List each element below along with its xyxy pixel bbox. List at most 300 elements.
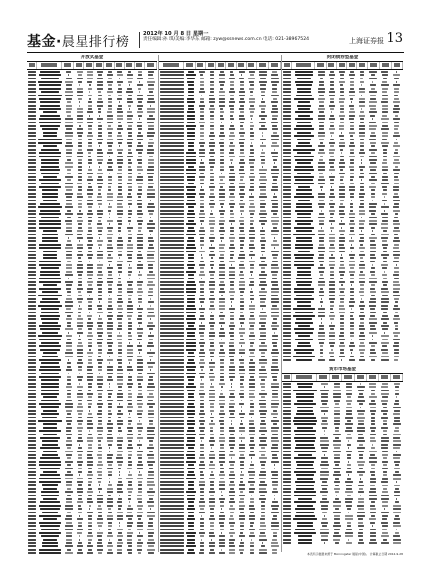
- table-cell: [118, 152, 122, 154]
- table-cell: [65, 529, 72, 531]
- table-cell: [79, 444, 80, 446]
- table-cell: [382, 200, 387, 202]
- table-cell: [321, 227, 322, 229]
- table-cell: [160, 535, 184, 537]
- table-cell: [138, 312, 142, 314]
- table-cell: [261, 464, 265, 466]
- table-cell: [283, 223, 291, 225]
- table-cell: [283, 322, 291, 324]
- table-cell: [39, 84, 61, 86]
- table-cell: [40, 125, 59, 127]
- table-cell: [371, 430, 375, 432]
- table-cell: [331, 254, 334, 256]
- table-cell: [396, 451, 397, 453]
- table-cell: [78, 189, 82, 191]
- table-cell: [97, 508, 102, 510]
- table-cell: [98, 291, 101, 293]
- table-cell: [283, 308, 291, 310]
- table-cell: [229, 539, 234, 541]
- table-cell: [128, 545, 132, 547]
- table-cell: [98, 217, 102, 219]
- table-cell: [199, 413, 206, 415]
- table-cell: [220, 125, 225, 127]
- table-cell: [108, 532, 113, 534]
- table-cell: [329, 339, 335, 341]
- table-cell: [334, 461, 340, 463]
- table-cell: [188, 210, 194, 212]
- table-cell: [394, 417, 400, 419]
- table-cell: [294, 128, 314, 130]
- table-cell: [199, 217, 205, 219]
- table-cell: [393, 223, 400, 225]
- table-cell: [66, 200, 72, 202]
- table-cell: [230, 193, 234, 195]
- table-cell: [127, 522, 133, 524]
- table-cell: [187, 390, 196, 392]
- table-cell: [88, 186, 92, 188]
- table-cell: [350, 322, 354, 324]
- table-cell: [118, 312, 122, 314]
- table-cell: [240, 464, 244, 466]
- table-cell: [78, 145, 82, 147]
- table-cell: [118, 362, 123, 364]
- table-cell: [97, 71, 103, 73]
- table-cell: [271, 315, 279, 317]
- table-cell: [335, 508, 339, 510]
- column-heading: [379, 374, 391, 381]
- table-cell: [261, 325, 265, 327]
- table-cell: [271, 271, 278, 273]
- table-cell: [147, 193, 155, 195]
- table-cell: [359, 166, 365, 168]
- table-cell: [239, 535, 244, 537]
- table-cell: [321, 210, 322, 212]
- table-cell: [382, 328, 388, 330]
- table-cell: [66, 440, 72, 442]
- table-cell: [87, 122, 93, 124]
- table-cell: [200, 240, 204, 242]
- table-cell: [128, 403, 132, 405]
- table-cell: [329, 91, 334, 93]
- column-heading-text: [96, 63, 102, 67]
- table-cell: [346, 413, 351, 415]
- table-cell: [339, 210, 344, 212]
- table-cell: [28, 525, 36, 527]
- table-cell: [67, 159, 72, 161]
- table-cell: [297, 505, 314, 507]
- table-cell: [137, 345, 142, 347]
- table-cell: [219, 291, 225, 293]
- table-cell: [209, 366, 214, 368]
- table-cell: [118, 176, 122, 178]
- table-cell: [78, 301, 82, 303]
- table-cell: [393, 332, 400, 334]
- table-cell: [209, 101, 215, 103]
- table-cell: [160, 366, 184, 368]
- table-cell: [240, 376, 243, 378]
- table-cell: [383, 156, 387, 158]
- table-cell: [283, 111, 291, 113]
- table-cell: [230, 71, 233, 73]
- table-cell: [117, 400, 123, 402]
- table-cell: [89, 349, 92, 351]
- table-cell: [78, 328, 82, 330]
- table-cell: [346, 485, 352, 487]
- table-cell: [39, 213, 61, 215]
- table-cell: [249, 305, 255, 307]
- table-cell: [67, 488, 71, 490]
- table-cell: [369, 105, 376, 107]
- table-cell: [160, 135, 184, 137]
- table-cell: [383, 420, 388, 422]
- table-cell: [320, 444, 329, 446]
- table-cell: [147, 135, 154, 137]
- table-cell: [360, 407, 361, 409]
- table-cell: [341, 359, 342, 361]
- table-cell: [261, 454, 265, 456]
- table-cell: [28, 111, 36, 113]
- table-cell: [97, 223, 102, 225]
- table-cell: [128, 423, 131, 425]
- table-cell: [261, 447, 265, 449]
- table-cell: [199, 512, 204, 514]
- table-cell: [321, 322, 322, 324]
- table-cell: [340, 200, 344, 202]
- table-cell: [231, 223, 232, 225]
- table-cell: [262, 227, 263, 229]
- table-cell: [78, 505, 81, 507]
- table-cell: [67, 322, 72, 324]
- table-cell: [293, 518, 317, 520]
- table-cell: [383, 251, 387, 253]
- table-cell: [250, 552, 254, 554]
- table-cell: [128, 240, 131, 242]
- table-cell: [160, 522, 184, 524]
- table-cell: [39, 108, 62, 110]
- table-cell: [65, 356, 73, 358]
- table-cell: [348, 474, 349, 476]
- table-cell: [220, 139, 224, 141]
- table-cell: [319, 173, 323, 175]
- table-cell: [296, 230, 311, 232]
- table-cell: [148, 176, 153, 178]
- table-cell: [108, 254, 111, 256]
- table-cell: [28, 278, 36, 280]
- table-cell: [118, 193, 122, 195]
- table-cell: [210, 169, 213, 171]
- table-cell: [249, 529, 255, 531]
- table-cell: [359, 247, 365, 249]
- table-cell: [229, 135, 235, 137]
- table-cell: [240, 295, 243, 297]
- table-cell: [261, 267, 265, 269]
- table-cell: [128, 213, 132, 215]
- table-cell: [117, 149, 123, 151]
- table-cell: [359, 305, 365, 307]
- table-cell: [295, 118, 313, 120]
- table-cell: [394, 359, 398, 361]
- table-cell: [78, 173, 82, 175]
- table-cell: [359, 349, 366, 351]
- table-cell: [383, 407, 387, 409]
- table-cell: [249, 518, 256, 520]
- table-cell: [187, 362, 196, 364]
- table-cell: [188, 206, 194, 208]
- table-cell: [43, 200, 57, 202]
- table-cell: [361, 298, 362, 300]
- table-cell: [259, 349, 267, 351]
- table-cell: [261, 501, 265, 503]
- table-cell: [262, 142, 263, 144]
- table-cell: [259, 484, 267, 486]
- table-cell: [149, 423, 153, 425]
- table-cell: [350, 332, 354, 334]
- table-cell: [396, 139, 397, 141]
- table-cell: [259, 430, 267, 432]
- table-cell: [350, 278, 354, 280]
- table-cell: [210, 484, 214, 486]
- table-cell: [98, 135, 101, 137]
- table-cell: [40, 71, 60, 73]
- table-cell: [66, 142, 72, 144]
- table-cell: [240, 128, 245, 130]
- table-cell: [28, 240, 36, 242]
- table-cell: [261, 434, 265, 436]
- table-cell: [229, 261, 235, 263]
- table-cell: [319, 105, 324, 107]
- table-cell: [349, 115, 355, 117]
- table-cell: [199, 308, 204, 310]
- table-cell: [296, 359, 311, 361]
- table-cell: [209, 339, 214, 341]
- table-cell: [360, 71, 365, 73]
- table-cell: [298, 325, 311, 327]
- table-cell: [79, 210, 82, 212]
- table-cell: [138, 173, 141, 175]
- table-cell: [28, 505, 36, 507]
- table-cell: [219, 539, 224, 541]
- table-cell: [199, 318, 205, 320]
- table-cell: [187, 552, 195, 554]
- table-cell: [350, 179, 353, 181]
- table-cell: [138, 484, 142, 486]
- table-cell: [97, 495, 103, 497]
- table-cell: [28, 128, 36, 130]
- table-cell: [230, 115, 233, 117]
- table-cell: [230, 169, 234, 171]
- table-cell: [188, 396, 194, 398]
- column-heading-text: [393, 375, 400, 379]
- table-cell: [88, 539, 93, 541]
- table-cell: [329, 142, 334, 144]
- table-cell: [137, 529, 143, 531]
- column-heading-text: [29, 63, 35, 67]
- table-cell: [394, 203, 398, 205]
- table-cell: [273, 488, 277, 490]
- money-fund-table: [282, 367, 403, 550]
- table-cell: [361, 162, 362, 164]
- column-heading: [27, 62, 37, 69]
- table-cell: [283, 345, 291, 347]
- table-cell: [200, 518, 205, 520]
- table-cell: [39, 261, 62, 263]
- table-cell: [393, 440, 401, 442]
- table-cell: [67, 101, 71, 103]
- table-cell: [295, 81, 312, 83]
- table-cell: [28, 406, 36, 408]
- table-cell: [381, 183, 389, 185]
- table-cell: [107, 468, 113, 470]
- table-cell: [138, 393, 142, 395]
- table-cell: [137, 498, 142, 500]
- table-cell: [67, 423, 71, 425]
- table-cell: [148, 400, 153, 402]
- table-cell: [186, 444, 195, 446]
- table-cell: [107, 501, 112, 503]
- table-cell: [148, 125, 154, 127]
- table-cell: [219, 484, 224, 486]
- table-cell: [359, 98, 365, 100]
- table-cell: [370, 244, 376, 246]
- table-cell: [359, 152, 365, 154]
- table-cell: [98, 142, 101, 144]
- table-cell: [98, 234, 102, 236]
- table-cell: [371, 74, 375, 76]
- table-cell: [66, 345, 71, 347]
- table-cell: [148, 88, 154, 90]
- table-cell: [78, 454, 82, 456]
- table-cell: [65, 468, 73, 470]
- table-cell: [283, 88, 291, 90]
- table-cell: [381, 393, 389, 395]
- table-cell: [98, 505, 101, 507]
- table-cell: [41, 393, 59, 395]
- table-cell: [148, 539, 154, 541]
- table-cell: [200, 118, 205, 120]
- table-cell: [340, 84, 343, 86]
- table-cell: [65, 545, 73, 547]
- table-cell: [107, 332, 112, 334]
- column-heading-text: [248, 63, 254, 67]
- table-cell: [87, 379, 92, 381]
- table-cell: [77, 213, 83, 215]
- column-heading-text: [147, 63, 154, 67]
- table-cell: [283, 539, 291, 541]
- table-cell: [283, 312, 291, 314]
- table-cell: [383, 322, 387, 324]
- table-cell: [240, 125, 243, 127]
- table-cell: [231, 264, 232, 266]
- table-cell: [240, 491, 243, 493]
- table-cell: [382, 95, 388, 97]
- table-cell: [283, 206, 291, 208]
- table-cell: [98, 278, 102, 280]
- table-cell: [360, 122, 365, 124]
- table-cell: [136, 149, 143, 151]
- table-cell: [160, 169, 184, 171]
- table-cell: [88, 152, 91, 154]
- table-cell: [28, 522, 36, 524]
- table-cell: [200, 132, 204, 134]
- table-cell: [293, 315, 315, 317]
- table-cell: [28, 491, 36, 493]
- table-cell: [283, 318, 291, 320]
- table-cell: [118, 447, 122, 449]
- table-cell: [394, 322, 398, 324]
- table-cell: [160, 257, 184, 259]
- table-cell: [318, 203, 324, 205]
- table-cell: [221, 206, 224, 208]
- table-cell: [77, 78, 83, 80]
- table-cell: [117, 535, 124, 537]
- table-cell: [370, 98, 376, 100]
- table-cell: [382, 515, 388, 517]
- table-cell: [98, 362, 102, 364]
- table-cell: [321, 400, 327, 402]
- table-cell: [372, 200, 373, 202]
- table-cell: [230, 132, 234, 134]
- table-cell: [384, 196, 385, 198]
- table-cell: [127, 427, 133, 429]
- table-cell: [119, 332, 120, 334]
- table-cell: [271, 74, 278, 76]
- table-cell: [230, 322, 234, 324]
- table-cell: [271, 251, 278, 253]
- table-cell: [109, 447, 110, 449]
- table-cell: [318, 98, 324, 100]
- table-cell: [88, 332, 93, 334]
- table-cell: [318, 284, 325, 286]
- table-cell: [127, 488, 133, 490]
- table-cell: [137, 437, 143, 439]
- table-cell: [128, 457, 131, 459]
- table-cell: [321, 539, 328, 541]
- table-cell: [66, 264, 72, 266]
- table-cell: [250, 74, 253, 76]
- table-cell: [108, 345, 112, 347]
- table-cell: [210, 461, 213, 463]
- table-cell: [250, 91, 253, 93]
- table-cell: [320, 352, 323, 354]
- table-cell: [210, 512, 214, 514]
- table-cell: [229, 440, 236, 442]
- table-cell: [128, 491, 132, 493]
- table-cell: [210, 451, 213, 453]
- table-cell: [138, 481, 143, 483]
- table-cell: [220, 128, 224, 130]
- table-cell: [393, 423, 401, 425]
- column-heading-text: [332, 375, 339, 379]
- table-cell: [66, 417, 72, 419]
- table-cell: [201, 278, 202, 280]
- table-cell: [230, 529, 234, 531]
- table-cell: [137, 505, 143, 507]
- table-cell: [250, 186, 255, 188]
- table-cell: [77, 332, 83, 334]
- table-cell: [77, 322, 82, 324]
- table-cell: [395, 400, 399, 402]
- table-cell: [241, 440, 242, 442]
- table-cell: [394, 128, 398, 130]
- table-cell: [370, 440, 376, 442]
- table-cell: [220, 369, 224, 371]
- table-cell: [249, 278, 254, 280]
- table-cell: [79, 240, 80, 242]
- table-cell: [88, 396, 92, 398]
- table-cell: [383, 464, 387, 466]
- table-cell: [322, 403, 327, 405]
- table-cell: [137, 135, 143, 137]
